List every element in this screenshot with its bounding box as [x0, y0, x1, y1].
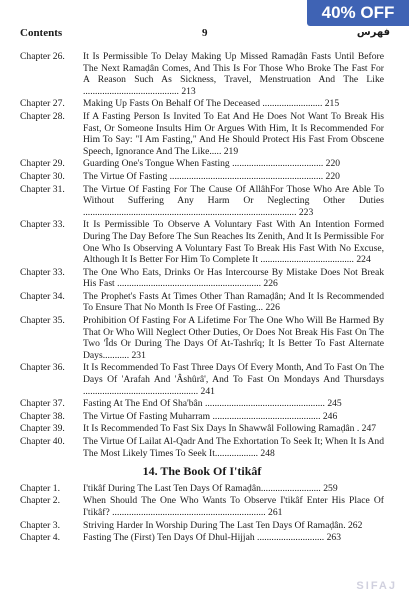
chapter-label: Chapter 2.	[20, 495, 60, 507]
chapter-label: Chapter 40.	[20, 436, 65, 447]
chapter-title: Fasting At The End Of Sha'bân .................................................. 245	[83, 398, 342, 410]
chapter-title: Striving Harder In Worship During The Last Ten Days Of Ramaḍân. 262	[83, 519, 363, 531]
chapter-label: Chapter 4.	[20, 532, 60, 544]
chapter-label: Chapter 26.	[20, 51, 65, 62]
toc-entry	[20, 315, 384, 361]
toc-entry	[20, 171, 384, 183]
chapter-label: Chapter 1.	[20, 482, 60, 494]
chapter-label: Chapter 34.	[20, 290, 65, 302]
watermark: SIFAJ	[356, 580, 397, 592]
toc-entry	[20, 267, 384, 290]
toc-entry	[20, 111, 384, 157]
toc-entry	[20, 362, 384, 397]
chapter-title: If A Fasting Person Is Invited To Eat And He Does Not Want To Break His Fast, Or Someone Insults Him Or Argues With Him, It Is Recommended For Him To Say: "I Am Fasting," And He Should Protect His Fast From Obscene Speech, Ignorance And The Like..... 219	[83, 110, 384, 157]
chapter-title: Making Up Fasts On Behalf Of The Deceased ......................... 215	[83, 98, 340, 110]
toc-entry	[20, 98, 384, 110]
page-header	[20, 27, 390, 43]
chapter-title: When Should The One Who Wants To Observe I'tikâf Enter His Place Of I'tikâf? ................................................................ 261	[83, 495, 384, 518]
toc-entry	[20, 483, 384, 495]
chapter-title: It Is Permissible To Observe A Voluntary Fast With An Intention Formed During The Day Before The Sun Reaches Its Zenith, And It Is Permissible For One Who Is Observing A Voluntary Fast To Break His Fast With No Excuse, Although It Is Better For Him To Complete It ....................................... 224	[83, 219, 384, 266]
toc-entry	[20, 436, 384, 459]
toc-entry	[20, 520, 384, 532]
section-title: 14. The Book Of I'tikâf	[142, 464, 262, 479]
chapter-list	[20, 51, 384, 459]
toc-entry	[20, 495, 384, 518]
chapter-label: Chapter 37.	[20, 398, 65, 410]
chapter-label: Chapter 31.	[20, 183, 65, 195]
chapter-title: The One Who Eats, Drinks Or Has Intercourse By Mistake Does Not Break His Fast ............................................................ 226	[83, 266, 384, 290]
chapter-title: It Is Recommended To Fast Six Days In Shawwâl Following Ramaḍân . 247	[83, 423, 377, 435]
chapter-label: Chapter 27.	[20, 98, 65, 110]
contents-heading: Contents	[20, 27, 63, 39]
chapter-title: It Is Recommended To Fast Three Days Of Every Month, And To Fast On The Days Of 'Arafah And 'Âshûrâ', And To Fast On Mondays And Thursdays ................................................ 241	[83, 362, 384, 397]
chapter-label: Chapter 3.	[20, 519, 60, 531]
chapter-label: Chapter 38.	[20, 410, 65, 422]
chapter-label: Chapter 29.	[20, 158, 65, 170]
toc-entry	[20, 158, 384, 170]
itikaf-chapter-list	[20, 483, 384, 544]
toc-entry	[20, 51, 384, 97]
toc-entry	[20, 184, 384, 219]
chapter-title: The Prophet's Fasts At Times Other Than Ramaḍân; And It Is Recommended To Ensure That No Month Is Free Of Fasting... 226	[83, 290, 384, 314]
arabic-heading: فهرس	[356, 27, 390, 38]
chapter-title: I'tikâf During The Last Ten Days Of Ramaḍân......................... 259	[83, 482, 338, 494]
discount-badge: 40% OFF	[307, 0, 409, 26]
chapter-title: Guarding One's Tongue When Fasting ...................................... 220	[83, 158, 341, 170]
chapter-label: Chapter 33.	[20, 266, 65, 278]
chapter-title: Prohibition Of Fasting For A Lifetime For The One Who Will Be Harmed By That Or Who Will Neglect Other Duties, Or Does Not Break His Fast On The Two 'Îds Or During The Days Of At-Tashrîq; It Is Better To Fast Alternate Days........... 231	[83, 315, 384, 361]
toc-entry	[20, 532, 384, 544]
chapter-title: The Virtue Of Fasting For The Cause Of AllâhFor Those Who Are Able To Without Suffering Any Harm Or Neglecting Other Duties ......................................................................................... 223	[83, 183, 384, 218]
table-of-contents	[20, 51, 384, 545]
toc-entry	[20, 398, 384, 410]
toc-entry	[20, 411, 384, 423]
chapter-label: Chapter 28.	[20, 110, 65, 122]
page-number: 9	[202, 27, 208, 39]
toc-entry	[20, 291, 384, 314]
chapter-title: The Virtue Of Fasting ................................................................ 220	[83, 170, 340, 182]
toc-entry	[20, 219, 384, 265]
chapter-label: Chapter 33.	[20, 219, 65, 231]
chapter-label: Chapter 39.	[20, 423, 65, 435]
chapter-title: It Is Permissible To Delay Making Up Missed Ramaḍân Fasts Until Before The Next Ramaḍân Comes, And This Is For Those Who Broke The Fast For A Reason Such As Sickness, Travel, Menstruation And The Like ........................................ 213	[83, 51, 384, 97]
chapter-label: Chapter 36.	[20, 362, 65, 374]
chapter-label: Chapter 30.	[20, 170, 65, 182]
chapter-title: The Virtue Of Fasting Muharram ............................................. 246	[83, 410, 338, 422]
chapter-title: The Virtue Of Lailat Al-Qadr And The Exhortation To Seek It; When It Is And The Most Likely Times To Seek It.................. 248	[83, 436, 384, 459]
chapter-title: Fasting The (First) Ten Days Of Dhul-Hijjah ............................ 263	[83, 532, 341, 544]
toc-entry	[20, 423, 384, 435]
chapter-label: Chapter 35.	[20, 315, 65, 327]
